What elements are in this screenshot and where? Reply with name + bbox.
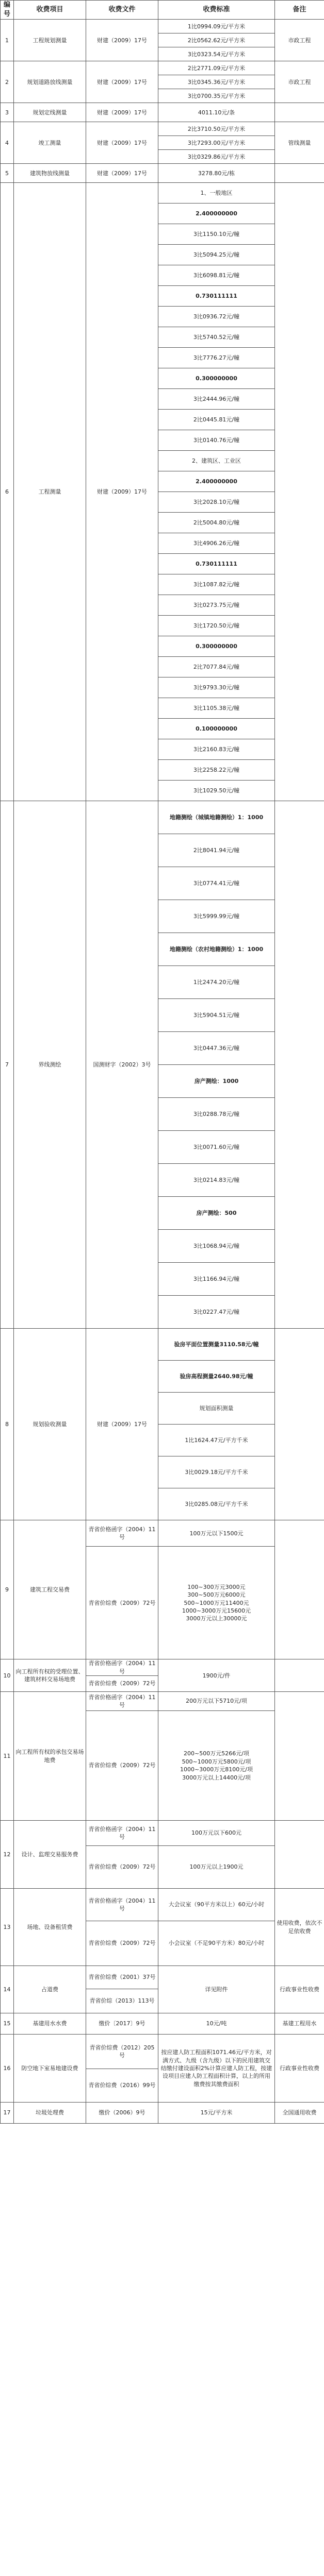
fee-note	[275, 1329, 324, 1520]
fee-standard-line: 3比5094.25元/幢	[158, 245, 275, 265]
fee-standard-line: 3比0936.72元/幢	[158, 307, 275, 327]
fee-note	[275, 1821, 324, 1889]
fee-standard-line: 验房高程测量2640.98元/幢	[158, 1361, 275, 1393]
fee-standard-line: 0.300000000	[158, 636, 275, 657]
fee-standard-line: 3比0227.47元/幢	[158, 1296, 275, 1329]
table-row	[1, 122, 324, 136]
fee-standard-line: 4011.10元/条	[158, 103, 275, 122]
fee-standard-line: 0.100000000	[158, 719, 275, 739]
fee-standard-line: 3比0140.76元/幢	[158, 430, 275, 451]
fee-document: 青省价综费（2009）72号	[86, 1921, 158, 1966]
header-note: 备注	[275, 1, 324, 20]
row-number: 17	[1, 2103, 14, 2124]
fee-standard-line: 1000~3000万元15600元	[182, 1607, 251, 1615]
fee-standard-line: 3比2160.83元/幢	[158, 739, 275, 760]
fee-standard-line: 3比6098.81元/幢	[158, 265, 275, 286]
fee-standard	[158, 1821, 275, 1846]
table-row	[1, 2013, 324, 2035]
fee-standard-line: 0.730111111	[158, 554, 275, 574]
fee-standard-line: 100万元以上1900元	[189, 1863, 244, 1871]
fee-note: 管线测量	[275, 122, 324, 164]
fee-note: 使用收费，依次不足依收费	[275, 1889, 324, 1966]
fee-standard-line: 200万元以下5710元/项	[186, 1698, 247, 1705]
fee-standard-line: 3000万元以上14400元/项	[182, 1774, 251, 1781]
fee-document: 青省价综费（2016）99号	[86, 2069, 158, 2103]
fee-standard-line: 3比2028.10元/幢	[158, 492, 275, 513]
row-number: 4	[1, 122, 14, 164]
table-row	[1, 1889, 324, 1921]
fee-standard	[158, 1520, 275, 1547]
fee-document: 财建（2009）17号	[86, 61, 158, 103]
fee-document: 财建（2009）17号	[86, 1329, 158, 1520]
fee-note	[275, 103, 324, 122]
fee-standard-line: 1、一般地区	[158, 183, 275, 204]
fee-standard-line: 1比1624.47元/平方千米	[158, 1425, 275, 1456]
fee-item-name: 工程测量	[14, 183, 86, 801]
row-number: 3	[1, 103, 14, 122]
fee-standard-line: 按应建人防工程面积1071.46元/平方米，对满方式、九级（含九级）以下的民用建筑交结缴付建设面积2%计算应建人防工程，按建设项目应建人防工程面积计算，以上的所用缴费按其缴费面积	[160, 2049, 272, 2088]
fee-item-name: 建筑工程交易费	[14, 1520, 86, 1659]
fee-standard-line: 3比0700.35元/平方米	[158, 89, 275, 103]
row-number: 2	[1, 61, 14, 103]
fee-item-name: 规划验收测量	[14, 1329, 86, 1520]
table-row	[1, 103, 324, 122]
fee-standard-line: 1比2474.20元/幢	[158, 966, 275, 999]
fee-standard-line: 3比0447.36元/幢	[158, 1032, 275, 1065]
fee-standard-line: 1900元/件	[202, 1672, 231, 1679]
fee-standard-line: 200~500万元5266元/项	[184, 1750, 249, 1757]
fee-standard-line: 500~1000万元11400元	[184, 1599, 249, 1606]
fee-item-name: 设计、监理交易服务费	[14, 1821, 86, 1889]
fee-standard-line: 房产测绘：500	[158, 1197, 275, 1230]
fee-document: 青省价格函字（2004）11号	[86, 1692, 158, 1711]
fee-standard	[158, 1966, 275, 2013]
fee-item-name: 工程规划测量	[14, 20, 86, 61]
fee-standard-line: 3比7776.27元/幢	[158, 348, 275, 368]
fee-document: 青省价综（2013）113号	[86, 1989, 158, 2013]
fee-standard-line: 地籍测绘（城镇地籍测绘）1：1000	[158, 801, 275, 834]
fee-standard-line: 详见附件	[205, 1986, 228, 1993]
fee-standard-line: 3比1068.94元/幢	[158, 1230, 275, 1263]
fee-note: 市政工程	[275, 61, 324, 103]
fee-item-name: 竣工测量	[14, 122, 86, 164]
row-number: 12	[1, 1821, 14, 1889]
fee-standard	[158, 1692, 275, 1711]
table-row	[1, 1966, 324, 1989]
fee-document: 青省价综费（2009）72号	[86, 1547, 158, 1659]
fee-standard-line: 3比2444.96元/幢	[158, 389, 275, 410]
fee-standard-line: 2比8041.94元/幢	[158, 834, 275, 867]
fee-item-name: 规划定线测量	[14, 103, 86, 122]
row-number: 14	[1, 1966, 14, 2013]
fee-standard-line: 房产测绘：1000	[158, 1065, 275, 1098]
fee-standard-line: 3比1150.10元/幢	[158, 224, 275, 245]
fee-note: 行政事业性收费	[275, 2035, 324, 2103]
fee-standard-line: 3比1029.50元/幢	[158, 781, 275, 801]
fee-document: 青省价格函字（2004）11号	[86, 1659, 158, 1676]
fee-document: 财建（2009）17号	[86, 164, 158, 183]
fee-standard	[158, 1921, 275, 1966]
fee-item-name: 界线测绘	[14, 801, 86, 1329]
row-number: 9	[1, 1520, 14, 1659]
fee-note	[275, 801, 324, 1329]
fee-standard	[158, 1711, 275, 1821]
fee-standard-line: 小会议室（不足90平方米）80元/小时	[168, 1940, 265, 1947]
fee-item-name: 向工程所有权的承包交易场地费	[14, 1692, 86, 1821]
fee-standard	[158, 1659, 275, 1692]
fee-standard-line: 3比0214.83元/幢	[158, 1164, 275, 1197]
row-number: 8	[1, 1329, 14, 1520]
table-row	[1, 2035, 324, 2069]
fee-document: 青省价综费（2009）72号	[86, 1711, 158, 1821]
fee-document: 缴价（2006）9号	[86, 2103, 158, 2124]
table-row	[1, 1821, 324, 1846]
fee-standard-line: 地籍测绘（农村地籍测绘）1：1000	[158, 933, 275, 966]
fee-item-name: 场地、设备租赁费	[14, 1889, 86, 1966]
fee-note	[275, 1659, 324, 1692]
fee-item-name: 建筑物放线测量	[14, 164, 86, 183]
fee-standard-line: 2比0445.81元/幢	[158, 410, 275, 430]
fee-standard-line: 3比2258.22元/幢	[158, 760, 275, 781]
fee-standard-line: 1比0994.09元/平方米	[158, 20, 275, 33]
row-number: 16	[1, 2035, 14, 2103]
fee-table-body	[1, 20, 324, 2124]
fee-standard-line: 3比0329.86元/平方米	[158, 150, 275, 164]
fee-standard-line: 3比1087.82元/幢	[158, 574, 275, 595]
fee-standard-line: 500~1000万元5800元/项	[182, 1758, 251, 1765]
fee-standard-line: 0.730111111	[158, 286, 275, 307]
fee-standard-line: 100万元以下600元	[191, 1829, 241, 1837]
row-number: 7	[1, 801, 14, 1329]
fee-standard-line: 2比0562.62元/平方米	[158, 33, 275, 47]
fee-standard-line: 3比0774.41元/幢	[158, 867, 275, 900]
fee-standard-line: 2、建筑区、工业区	[158, 451, 275, 471]
row-number: 1	[1, 20, 14, 61]
fee-item-name: 垃圾处理费	[14, 2103, 86, 2124]
fee-standard-line: 3比0285.08元/平方千米	[158, 1488, 275, 1520]
fee-standard-line: 3000万元以上30000元	[186, 1615, 247, 1622]
fee-document: 国测财字（2002）3号	[86, 801, 158, 1329]
fee-standard-line: 规划面积测量	[158, 1393, 275, 1425]
fee-standard-line: 3比0345.36元/平方米	[158, 75, 275, 89]
fee-standard-line: 3比0071.60元/幢	[158, 1131, 275, 1164]
fee-standard-line: 大会议室（90平方米以上）60元/小时	[168, 1901, 265, 1908]
fee-standard-line: 3比0029.18元/平方千米	[158, 1456, 275, 1488]
fee-standard	[158, 1889, 275, 1921]
fee-document: 财建（2009）17号	[86, 20, 158, 61]
row-number: 10	[1, 1659, 14, 1692]
table-row	[1, 1520, 324, 1547]
fee-standard-line: 3比4906.26元/幢	[158, 533, 275, 554]
fee-standard-line: 2比7077.84元/幢	[158, 657, 275, 677]
fee-note: 行政事业性收费	[275, 1966, 324, 2013]
table-row	[1, 61, 324, 75]
fee-standard	[158, 2035, 275, 2103]
fee-standard-line: 300~500万元6000元	[187, 1591, 246, 1599]
fee-note	[275, 183, 324, 801]
row-number: 5	[1, 164, 14, 183]
table-row	[1, 1659, 324, 1676]
fee-item-name: 占道费	[14, 1966, 86, 2013]
table-row	[1, 183, 324, 204]
fee-note: 基建工程用水	[275, 2013, 324, 2035]
fee-standard-line: 验房平面位置测量3110.58元/幢	[158, 1329, 275, 1361]
table-row	[1, 164, 324, 183]
fee-standard-line: 2比5004.80元/幢	[158, 513, 275, 533]
fee-standard-line: 1000~3000万元8100元/项	[180, 1766, 253, 1773]
fee-document: 财建（2009）17号	[86, 183, 158, 801]
header-num: 编号	[1, 1, 14, 20]
table-row	[1, 20, 324, 33]
fee-standard-line: 100~300万元3000元	[187, 1583, 246, 1590]
fee-standard-line: 3比5740.52元/幢	[158, 327, 275, 348]
fee-item-name: 向工程所有权的受理位置、建筑材料交易场地费	[14, 1659, 86, 1692]
fee-note	[275, 1692, 324, 1821]
fee-standard-line: 2.400000000	[158, 471, 275, 492]
table-row	[1, 2103, 324, 2124]
fee-document: 青省价格函字（2004）11号	[86, 1821, 158, 1846]
fee-document: 青省价综费（2009）72号	[86, 1676, 158, 1692]
fee-document: 财建（2009）17号	[86, 122, 158, 164]
table-row	[1, 1692, 324, 1711]
fee-document: 财建（2009）17号	[86, 103, 158, 122]
fee-standard-line: 15元/平方米	[158, 2103, 275, 2124]
fee-item-name: 基建用水水费	[14, 2013, 86, 2035]
fee-document: 青省价格函字（2004）11号	[86, 1889, 158, 1921]
table-row	[1, 1329, 324, 1361]
fee-document: 缴价〔2017〕9号	[86, 2013, 158, 2035]
fee-standard-line: 3比5999.99元/幢	[158, 900, 275, 933]
fee-standard-line: 2比2771.09元/平方米	[158, 61, 275, 75]
fee-standard-line: 3比0323.54元/平方米	[158, 47, 275, 61]
fee-item-name: 防空地下室易地建设费	[14, 2035, 86, 2103]
fee-document: 青省价综费（2012）205号	[86, 2035, 158, 2069]
fee-standard-line: 3比0273.75元/幢	[158, 595, 275, 616]
fee-document: 青省价综费（2009）72号	[86, 1846, 158, 1889]
fee-standard-line: 3278.80元/栋	[158, 164, 275, 183]
fee-document: 青省价综费（2001）37号	[86, 1966, 158, 1989]
fee-standard-line: 3比0288.78元/幢	[158, 1098, 275, 1131]
header-row	[1, 1, 324, 20]
fee-standard-line: 3比7293.00元/平方米	[158, 136, 275, 150]
fee-standard	[158, 1846, 275, 1889]
fee-standard-line: 10元/吨	[158, 2013, 275, 2035]
header-doc: 收费文件	[86, 1, 158, 20]
fee-document: 青省价格函字（2004）11号	[86, 1520, 158, 1547]
fee-standard-line: 3比5904.51元/幢	[158, 999, 275, 1032]
fee-item-name: 规划道路放线测量	[14, 61, 86, 103]
fee-standard-line: 2.400000000	[158, 204, 275, 224]
fee-note	[275, 1520, 324, 1659]
fee-standard	[158, 1547, 275, 1659]
fee-standard-line: 3比9793.30元/幢	[158, 677, 275, 698]
fee-standard-line: 3比1166.94元/幢	[158, 1263, 275, 1296]
header-std: 收费标准	[158, 1, 275, 20]
fee-note: 全国通用收费	[275, 2103, 324, 2124]
fee-standard-line: 0.300000000	[158, 368, 275, 389]
row-number: 11	[1, 1692, 14, 1821]
fee-standard-line: 3比1720.50元/幢	[158, 616, 275, 636]
fee-note: 市政工程	[275, 20, 324, 61]
fee-note	[275, 164, 324, 183]
table-row	[1, 801, 324, 834]
fee-standard-line: 3比1105.38元/幢	[158, 698, 275, 719]
fee-standard-line: 2比3710.50元/平方米	[158, 122, 275, 136]
header-item: 收费项目	[14, 1, 86, 20]
row-number: 6	[1, 183, 14, 801]
row-number: 13	[1, 1889, 14, 1966]
fee-standard-line: 100万元以下1500元	[189, 1530, 244, 1537]
row-number: 15	[1, 2013, 14, 2035]
